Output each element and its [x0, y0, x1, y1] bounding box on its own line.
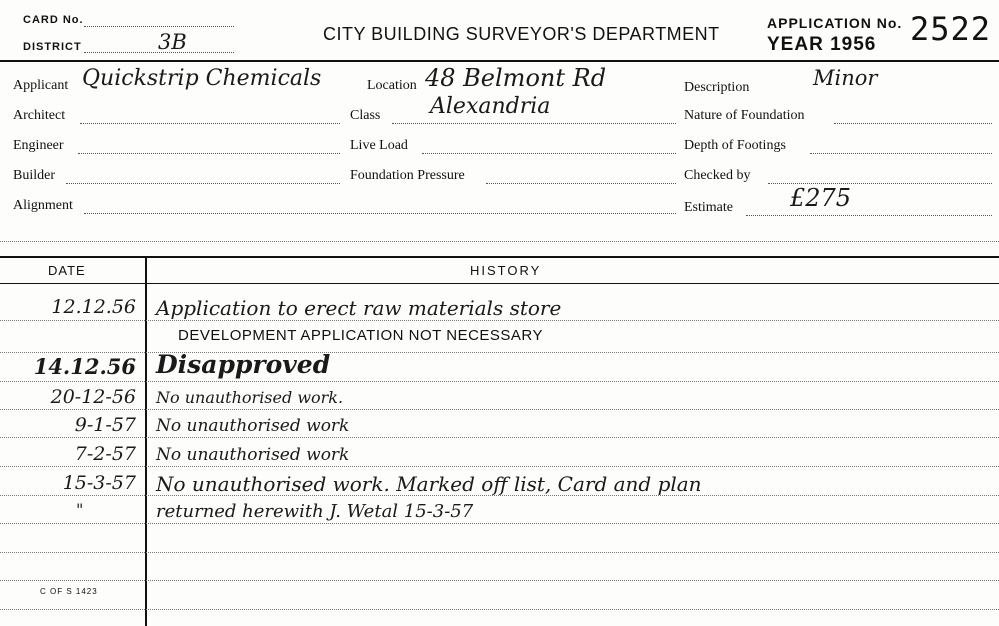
location-value: 48 Belmont Rd — [425, 64, 607, 92]
history-entry: No unauthorised work. Marked off list, Card and plan — [156, 472, 702, 496]
class-label: Class — [350, 108, 381, 123]
estimate-line — [746, 215, 992, 216]
history-rule — [0, 409, 999, 410]
date-header: DATE — [48, 263, 86, 278]
district-label: DISTRICT — [23, 41, 82, 53]
history-entry: Disapproved — [156, 350, 331, 379]
engineer-line — [78, 153, 340, 154]
foundation-pressure-line — [486, 183, 676, 184]
date-column-divider — [145, 256, 147, 626]
estimate-label: Estimate — [684, 200, 733, 215]
applicant-label: Applicant — [13, 78, 69, 93]
builder-line — [66, 183, 340, 184]
year-label: YEAR 1956 — [767, 34, 877, 55]
nature-of-foundation-line — [834, 123, 992, 124]
district-value: 3B — [158, 30, 187, 54]
history-rule — [0, 352, 999, 353]
nature-of-foundation-label: Nature of Foundation — [684, 108, 805, 123]
history-date: 15-3-57 — [62, 472, 136, 494]
header-divider — [0, 60, 999, 62]
checked-by-label: Checked by — [684, 168, 751, 183]
history-entry: No unauthorised work — [156, 416, 350, 436]
location-label: Location — [367, 78, 417, 93]
history-top-rule — [0, 256, 999, 258]
history-date: 12.12.56 — [51, 296, 136, 318]
architect-line — [80, 123, 340, 124]
foundation-pressure-label: Foundation Pressure — [350, 168, 465, 183]
live-load-label: Live Load — [350, 138, 408, 153]
form-code: C OF S 1423 — [40, 587, 98, 596]
history-header: HISTORY — [470, 263, 542, 278]
history-rule — [0, 580, 999, 581]
card-no-label: CARD No. — [23, 14, 84, 26]
history-header-rule — [0, 283, 999, 284]
history-entry: Application to erect raw materials store — [156, 296, 562, 320]
history-date: " — [76, 500, 84, 519]
class-value: Alexandria — [430, 94, 551, 119]
history-date: 7-2-57 — [74, 443, 136, 465]
description-label: Description — [684, 80, 750, 95]
application-number: 2522 — [910, 10, 992, 48]
card-no-line — [84, 26, 234, 27]
history-date: 20-12-56 — [50, 386, 136, 408]
alignment-label: Alignment — [13, 198, 73, 213]
history-rule — [0, 381, 999, 382]
architect-label: Architect — [13, 108, 66, 123]
description-value: Minor — [813, 66, 878, 90]
estimate-value: £275 — [790, 184, 852, 212]
depth-of-footings-line — [810, 153, 992, 154]
depth-of-footings-label: Depth of Footings — [684, 138, 786, 153]
engineer-label: Engineer — [13, 138, 64, 153]
history-rule — [0, 320, 999, 321]
history-entry: No unauthorised work — [156, 445, 350, 465]
development-stamp: DEVELOPMENT APPLICATION NOT NECESSARY — [178, 327, 543, 344]
live-load-line — [422, 153, 676, 154]
applicant-value: Quickstrip Chemicals — [82, 66, 322, 91]
blank-rule — [0, 241, 999, 242]
history-entry: returned herewith J. Wetal 15-3-57 — [156, 501, 474, 522]
history-rule — [0, 437, 999, 438]
history-entry: No unauthorised work. — [156, 388, 344, 407]
class-line — [392, 123, 676, 124]
history-date: 14.12.56 — [33, 354, 136, 379]
history-rule — [0, 609, 999, 610]
history-rule — [0, 523, 999, 524]
department-title: CITY BUILDING SURVEYOR'S DEPARTMENT — [323, 24, 720, 44]
alignment-line — [84, 213, 676, 214]
history-rule — [0, 466, 999, 467]
history-rule — [0, 552, 999, 553]
builder-label: Builder — [13, 168, 55, 183]
history-date: 9-1-57 — [74, 414, 136, 436]
application-label: APPLICATION No. — [767, 15, 903, 31]
